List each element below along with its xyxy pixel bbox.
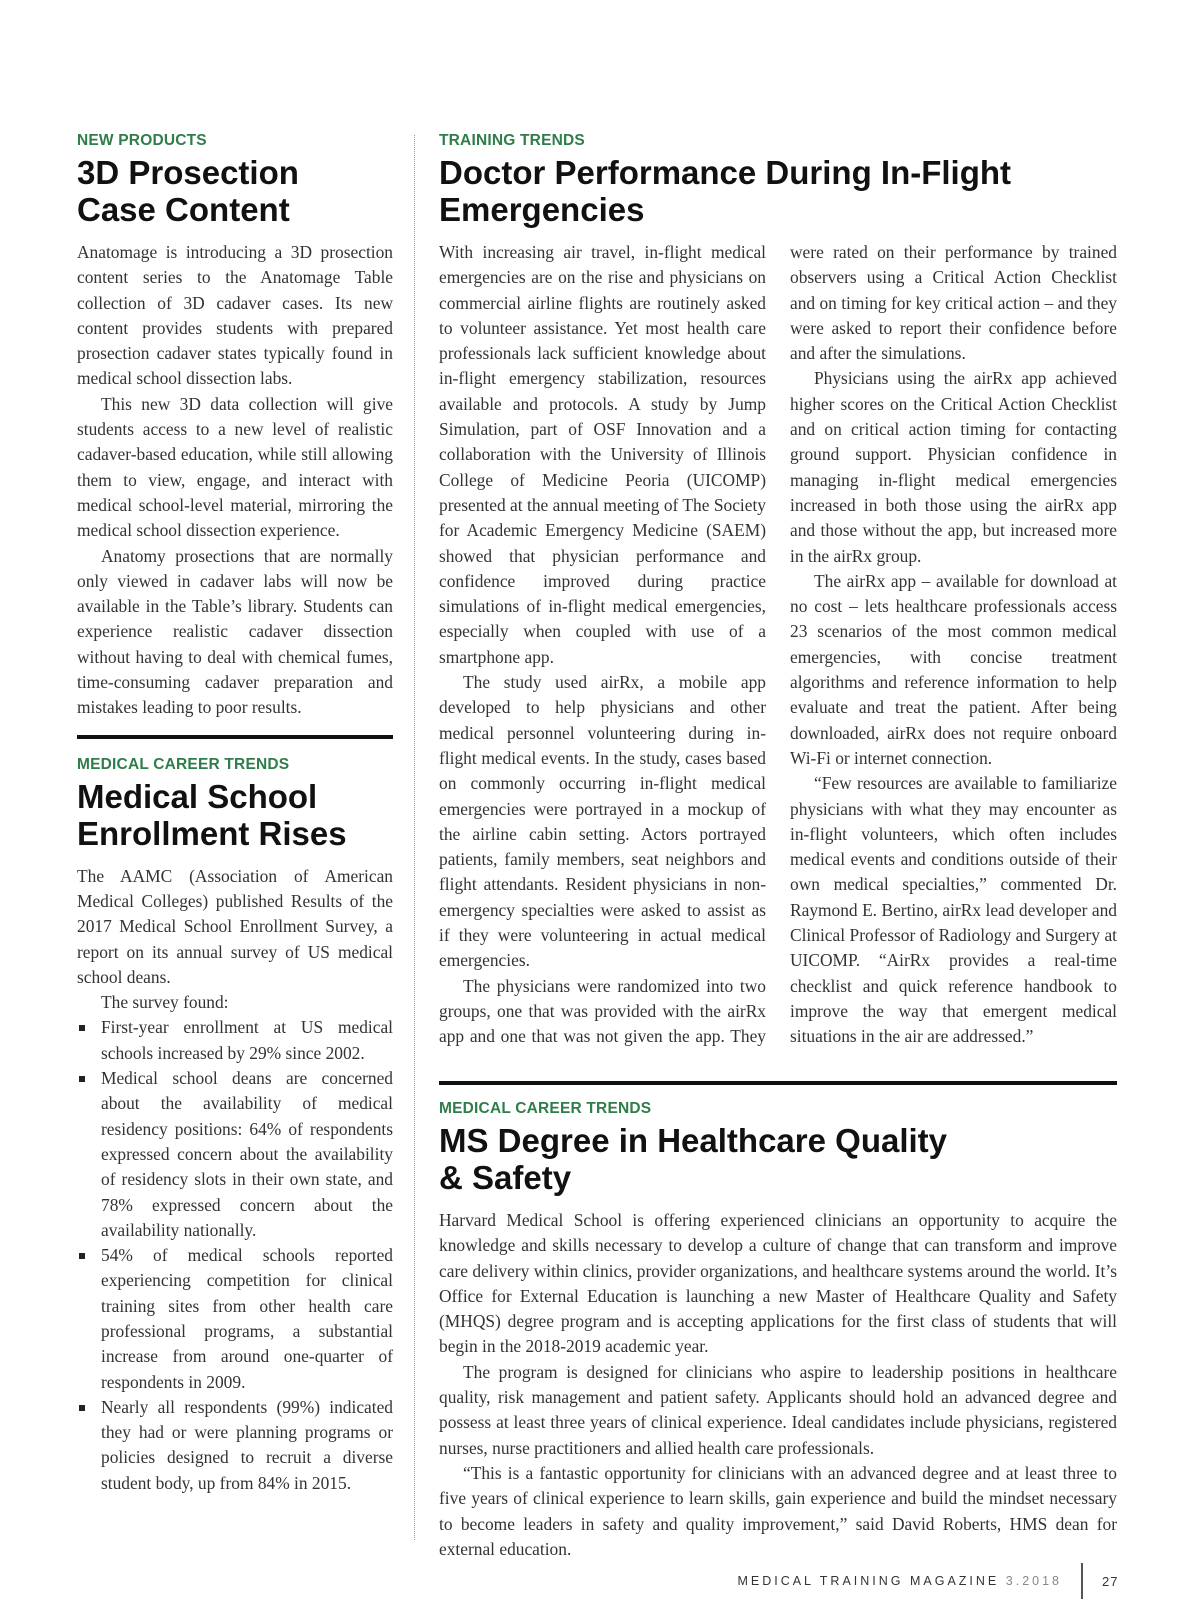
article-3d-prosection bbox=[77, 131, 393, 721]
article-body bbox=[77, 864, 393, 1496]
paragraph: The airRx app – available for download at no cost – lets healthcare professionals access 23 scenarios of the most common medical emergencies, with concise treatment algorithms and reference information to help evaluate and treat the patient. After being downloaded, airRx does not require onboard Wi-Fi or internet connection. bbox=[790, 570, 1117, 768]
paragraph: Physicians using the airRx app achieved higher scores on the Critical Action Checklist and on critical action timing for contacting ground support. Physician confidence in managing in-flight medical emergencies increased in both those using the airRx app and those without the app, but increased more in the airRx group. bbox=[790, 368, 1117, 566]
headline-line: 3D Prosection bbox=[77, 154, 299, 191]
square-bullet-icon bbox=[79, 1076, 85, 1082]
paragraph: With increasing air travel, in-flight medical emergencies are on the rise and physicians on commercial airline flights are routinely asked to volunteer assistance. Yet most health care professionals lack sufficient knowledge about in-flight emergency stabilization, resources available and protocols. A study by Jump Simulation, part of OSF Innovation and a collaboration with the University of Illinois College of Medicine Peoria (UICOMP) presented at the annual meeting of The Society for Academic Emergency Medicine (SAEM) showed that physician performance and confidence improved during practice simulations of in-flight medical emergencies, especially when coupled with use of a smartphone app. bbox=[439, 242, 766, 667]
section-kicker: TRAINING TRENDS bbox=[439, 132, 585, 149]
paragraph: Anatomy prosections that are normally only viewed in cadaver labs will now be available in the Table’s library. Students can experience realistic cadaver dissection without having to deal with chemical fumes, time-consuming cadaver preparation and mistakes leading to poor results. bbox=[77, 545, 393, 718]
left-column bbox=[77, 131, 393, 1496]
section-kicker: NEW PRODUCTS bbox=[77, 132, 207, 149]
headline-line: MS Degree in Healthcare Quality bbox=[439, 1122, 948, 1159]
section-rule bbox=[77, 735, 393, 739]
article-body bbox=[77, 240, 393, 721]
list-item bbox=[77, 1243, 393, 1395]
footer-divider bbox=[1081, 1563, 1083, 1599]
paragraph: The physicians were randomized into two groups, one that was provided with the airRx app and one that was not given the app. They were rated on their performance by trained observers using a Critical Action Checklist and on timing for key critical action – and they were asked to report their confidence before and after the simulations. bbox=[439, 242, 1117, 1047]
list-item bbox=[77, 1395, 393, 1496]
paragraph: “Few resources are available to familiarize physicians with what they may encounter as in-flight volunteers, which often includes medical events and conditions outside of their own medical specialties,” commented Dr. Raymond E. Bertino, airRx lead developer and Clinical Professor of Radiology and Surgery at UICOMP. “AirRx provides a real-time checklist and quick reference handbook to improve the way that emergent medical situations in the air are addressed.” bbox=[790, 773, 1117, 1047]
paragraph: Harvard Medical School is offering experienced clinicians an opportunity to acquire the knowledge and skills necessary to develop a culture of change that can transform and improve care delivery within clinics, provider organizations, and healthcare systems around the world. It’s Office for External Education is launching a new Master of Healthcare Quality and Safety (MHQS) degree program and is accepting applications for the first class of students that will begin in the 2018-2019 academic year. bbox=[439, 1210, 1117, 1357]
paragraph: “This is a fantastic opportunity for clinicians with an advanced degree and at least three to five years of clinical experience to learn skills, gain experience and build the mindset necessary to become leaders in safety and quality improvement,” said David Roberts, HMS dean for external education. bbox=[439, 1462, 1117, 1559]
magazine-name: MEDICAL TRAINING MAGAZINE bbox=[737, 1574, 1000, 1588]
issue-date: 3.2018 bbox=[1005, 1574, 1062, 1588]
section-rule bbox=[439, 1081, 1117, 1085]
article-enrollment bbox=[77, 755, 393, 1496]
page-number: 27 bbox=[1102, 1574, 1119, 1589]
headline-line: Enrollment Rises bbox=[77, 814, 347, 852]
ms-degree-section bbox=[439, 1099, 1117, 1562]
list-item bbox=[77, 1066, 393, 1243]
column-divider bbox=[414, 135, 415, 1540]
headline-line: Case Content bbox=[77, 191, 290, 228]
list-item-text: Nearly all respondents (99%) indicated they had or were planning programs or policies designed to recruit a diverse student body, up from 84% in 2015. bbox=[101, 1396, 393, 1493]
list-item-text: 54% of medical schools reported experiencing competition for clinical training sites from other health care professional programs, a substantial increase from around one-quarter of respondents in 2009. bbox=[101, 1245, 393, 1392]
headline-line: Doctor Performance During In-Flight bbox=[439, 154, 1012, 191]
paragraph: Anatomage is introducing a 3D prosection content series to the Anatomage Table collection of 3D cadaver cases. Its new content provides students with prepared prosection cadaver states typically found in medical school dissection labs. bbox=[77, 242, 393, 389]
section-kicker: MEDICAL CAREER TRENDS bbox=[439, 1100, 652, 1117]
paragraph: The program is designed for clinicians who aspire to leadership positions in healthcare quality, risk management and patient safety. Applicants should hold an advanced degree and possess at least three years of clinical experience. Ideal candidates include physicians, registered nurses, nurse practitioners and allied health care professionals. bbox=[439, 1361, 1117, 1458]
bullet-list bbox=[77, 1015, 393, 1496]
list-item-text: First-year enrollment at US medical schools increased by 29% since 2002. bbox=[101, 1017, 393, 1063]
article-headline bbox=[439, 154, 1117, 228]
article-ms-degree bbox=[439, 1099, 1117, 1562]
section-kicker: MEDICAL CAREER TRENDS bbox=[77, 755, 290, 773]
page-footer bbox=[737, 1574, 1062, 1588]
square-bullet-icon bbox=[79, 1025, 85, 1031]
article-in-flight-emergencies bbox=[439, 131, 1117, 1050]
article-body bbox=[439, 1208, 1117, 1562]
headline-line: Medical School bbox=[77, 777, 318, 815]
paragraph: The survey found: bbox=[101, 992, 229, 1013]
paragraph: The study used airRx, a mobile app developed to help physicians and other medical personnel volunteering during in-flight medical events. In the study, cases based on commonly occurring in-flight medical emergencies were portrayed in a mockup of the airline cabin setting. Actors portrayed patients, family members, seat neighbors and flight attendants. Resident physicians in non-emergency specialties were asked to assist as if they were volunteering in actual medical emergencies. bbox=[439, 672, 766, 971]
article-headline bbox=[439, 1122, 1117, 1196]
list-item bbox=[77, 1015, 393, 1066]
paragraph: This new 3D data collection will give students access to a new level of realistic cadaver-based education, while still allowing them to view, engage, and interact with medical school-level material, mirroring the medical school dissection experience. bbox=[77, 393, 393, 541]
article-headline bbox=[77, 154, 393, 228]
headline-line: & Safety bbox=[439, 1159, 572, 1196]
article-body-two-column bbox=[439, 240, 1117, 1050]
right-column bbox=[439, 131, 1117, 1050]
square-bullet-icon bbox=[79, 1253, 85, 1259]
list-item-text: Medical school deans are concerned about the availability of medical residency positions: 64% of respondents expressed concern about the availability of residency slots in their own state, and 78% expressed concern about the availability nationally. bbox=[101, 1068, 393, 1240]
headline-line: Emergencies bbox=[439, 191, 645, 228]
paragraph: The AAMC (Association of American Medical Colleges) published Results of the 2017 Medical School Enrollment Survey, a report on its annual survey of US medical school deans. bbox=[77, 865, 393, 987]
article-headline bbox=[77, 778, 393, 852]
square-bullet-icon bbox=[79, 1405, 85, 1411]
